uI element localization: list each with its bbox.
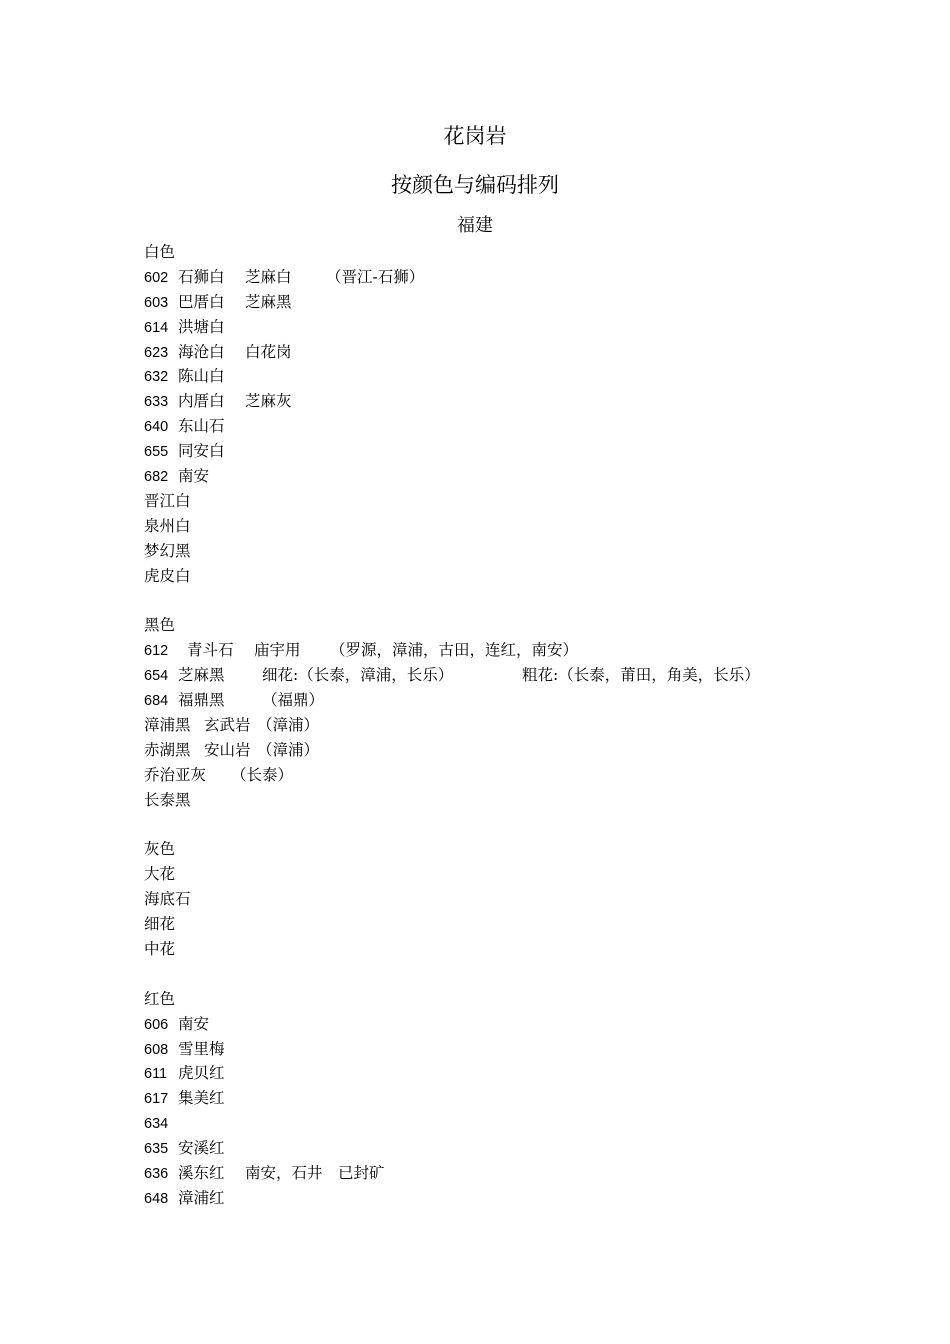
stone-code: 648 [144, 1190, 169, 1207]
list-item [144, 1186, 924, 1211]
list-item [144, 290, 924, 315]
list-item [144, 464, 924, 489]
stone-code: 608 [144, 1041, 169, 1058]
list-item [144, 937, 924, 962]
list-item [144, 539, 924, 564]
list-item [144, 788, 924, 813]
page-title: 花岗岩 [443, 124, 507, 148]
stone-code: 632 [144, 369, 169, 386]
stone-name: 梦幻黑 [144, 541, 191, 560]
stone-alias: 芝麻灰 [245, 392, 292, 411]
stone-code: 684 [144, 693, 169, 710]
list-item [144, 1161, 924, 1186]
list-item [144, 1086, 924, 1111]
list-item [144, 265, 924, 290]
list-item [144, 1037, 924, 1062]
stone-alias: 南安，石井 [245, 1163, 323, 1182]
list-item [144, 1136, 924, 1161]
stone-name: 芝麻黑 [178, 666, 225, 685]
stone-name: 溪东红 [178, 1163, 225, 1182]
stone-code: 617 [144, 1091, 169, 1108]
stone-code: 682 [144, 469, 169, 486]
stone-alias: 芝麻白 [245, 267, 292, 286]
stone-code: 633 [144, 394, 169, 411]
stone-name: 海底石 [144, 890, 191, 909]
stone-name: 泉州白 [144, 516, 191, 535]
stone-name: 中花 [144, 939, 176, 958]
stone-name: 安溪红 [178, 1139, 225, 1158]
stone-name: 南安 [178, 1014, 210, 1033]
stone-name: 洪塘白 [178, 317, 225, 336]
list-item [144, 912, 924, 937]
stone-code: 606 [144, 1016, 169, 1033]
stone-alias: 安山岩 [204, 740, 251, 759]
list-item [144, 887, 924, 912]
stone-note: （长泰） [231, 765, 294, 784]
stone-code: 655 [144, 444, 169, 461]
stone-alias: 芝麻黑 [245, 292, 292, 311]
stone-list [144, 240, 924, 1211]
stone-name: 内厝白 [178, 392, 225, 411]
stone-code: 611 [144, 1066, 168, 1083]
stone-code: 640 [144, 419, 169, 436]
stone-name: 雪里梅 [178, 1039, 225, 1058]
list-item [144, 364, 924, 389]
stone-code: 636 [144, 1165, 169, 1182]
stone-code: 602 [144, 269, 169, 286]
stone-name: 大花 [144, 865, 176, 884]
list-item [144, 1111, 924, 1136]
section-heading-black: 黑色 [144, 616, 176, 635]
list-item [144, 389, 924, 414]
list-item [144, 439, 924, 464]
stone-alias: 细花:（长泰，漳浦，长乐） [262, 666, 454, 685]
blank-line [144, 962, 924, 987]
stone-name: 陈山白 [178, 367, 225, 386]
stone-code: 654 [144, 668, 169, 685]
stone-alias: 庙宇用 [254, 641, 301, 660]
list-item [144, 862, 924, 887]
list-item [144, 1061, 924, 1086]
stone-code: 634 [144, 1116, 169, 1133]
stone-name: 漳浦黑 [144, 715, 191, 734]
stone-name: 福鼎黑 [178, 691, 225, 710]
list-item [144, 315, 924, 340]
stone-code: 612 [144, 643, 169, 660]
stone-alias: 玄武岩 [204, 715, 251, 734]
stone-name: 虎贝红 [178, 1064, 225, 1083]
stone-name: 东山石 [178, 417, 225, 436]
list-item [144, 738, 924, 763]
stone-note: （罗源，漳浦，古田，连红，南安） [330, 641, 579, 660]
list-item [144, 514, 924, 539]
list-item [144, 1012, 924, 1037]
stone-name: 石狮白 [178, 267, 225, 286]
stone-name: 长泰黑 [144, 790, 191, 809]
page-subtitle: 按颜色与编码排列 [391, 173, 559, 197]
list-item [144, 688, 924, 713]
list-item [144, 638, 924, 663]
stone-name: 同安白 [178, 442, 225, 461]
list-item [144, 414, 924, 439]
stone-code: 635 [144, 1141, 169, 1158]
stone-name: 细花 [144, 915, 176, 934]
stone-note: （福鼎） [262, 691, 325, 710]
stone-note: （漳浦） [257, 740, 320, 759]
stone-name: 乔治亚灰 [144, 765, 207, 784]
stone-name: 南安 [178, 467, 210, 486]
stone-name: 巴厝白 [178, 292, 225, 311]
stone-name: 虎皮白 [144, 566, 191, 585]
list-item [144, 713, 924, 738]
list-item [144, 763, 924, 788]
stone-code: 623 [144, 344, 169, 361]
stone-name: 海沧白 [178, 342, 225, 361]
stone-code: 614 [144, 319, 169, 336]
list-item [144, 489, 924, 514]
stone-note: 粗花:（长泰，莆田，角美，长乐） [522, 666, 760, 685]
stone-name: 赤湖黑 [144, 740, 191, 759]
list-item [144, 564, 924, 589]
section-heading-grey: 灰色 [144, 840, 176, 859]
stone-name: 青斗石 [187, 641, 234, 660]
stone-note: （晋江-石狮） [326, 267, 425, 286]
stone-name: 集美红 [178, 1089, 225, 1108]
stone-code: 603 [144, 294, 169, 311]
blank-line [144, 588, 924, 613]
section-heading-red: 红色 [144, 989, 176, 1008]
section-heading-white: 白色 [144, 243, 176, 261]
list-item [144, 663, 924, 688]
list-item [144, 340, 924, 365]
stone-name: 晋江白 [144, 491, 191, 510]
blank-line [144, 812, 924, 837]
stone-name: 漳浦红 [178, 1188, 225, 1207]
region-heading: 福建 [457, 215, 493, 236]
stone-alias: 白花岗 [245, 342, 292, 361]
stone-note: 已封矿 [338, 1163, 385, 1182]
stone-note: （漳浦） [257, 715, 320, 734]
